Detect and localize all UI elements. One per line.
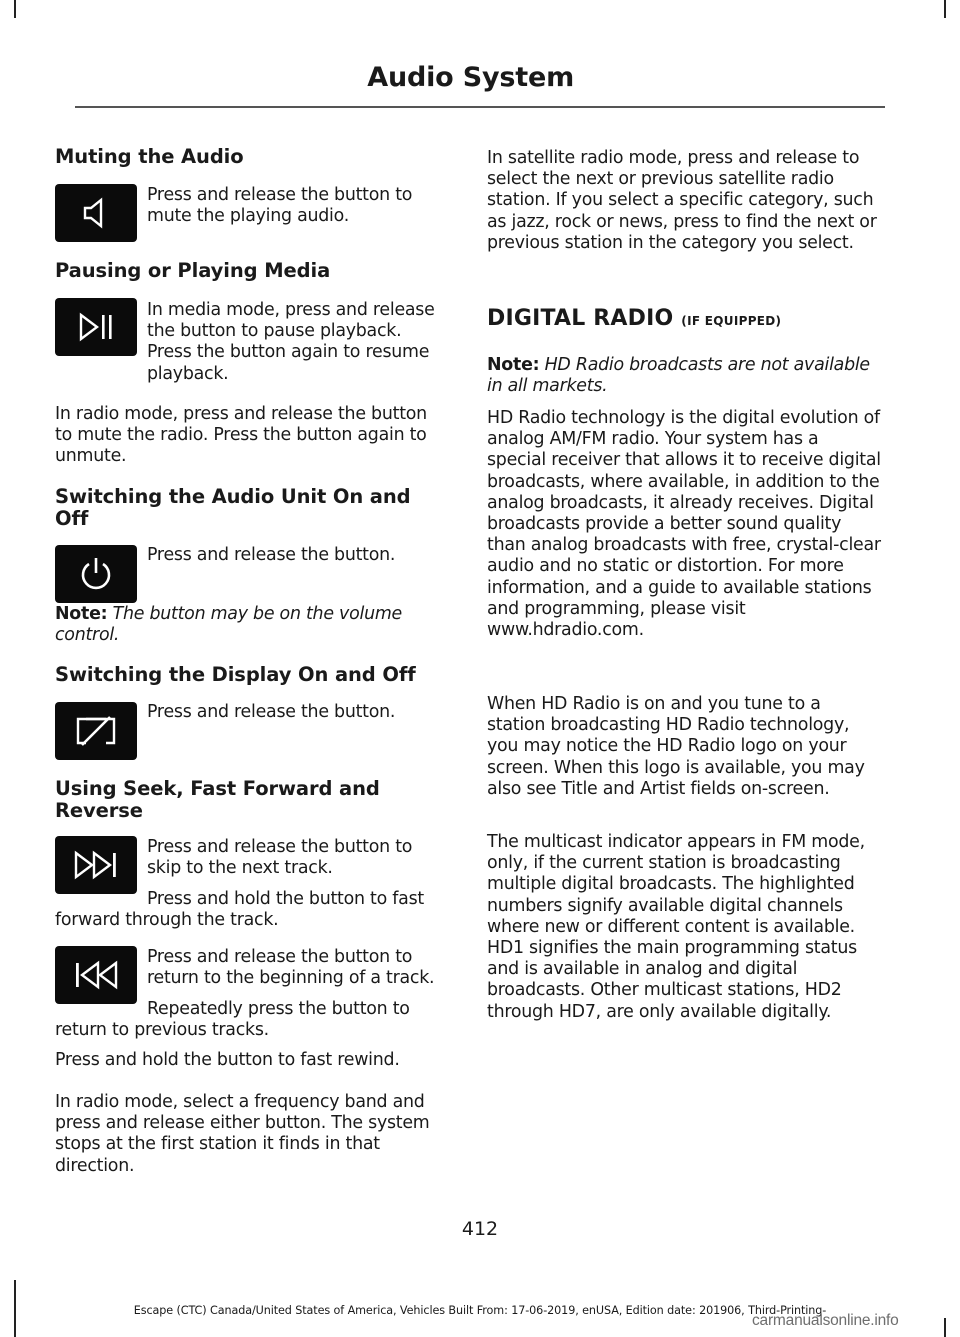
heading-digital-radio	[487, 306, 781, 331]
seek-previous-icon	[73, 960, 119, 990]
power-note-label: Note:	[55, 604, 108, 624]
seek-next-hold-text	[55, 889, 447, 931]
pausing-text	[147, 300, 447, 385]
footer-edition-info: Escape (CTC) Canada/United States of America, Vehicles Built From: 17-06-2019, enUSA, Edition date: 201906, Third-Printing-	[133, 1304, 827, 1317]
power-button-image	[55, 545, 137, 603]
seek-next-hold-content: Press and hold the button to fast forward through the track.	[55, 889, 424, 931]
power-note	[55, 604, 447, 646]
crop-mark-bottom-right	[944, 1318, 946, 1337]
digital-radio-paragraph-1: HD Radio technology is the digital evolution of analog AM/FM radio. Your system has a special receiver that allows it to receive digital broadcasts, where available, in addition to the analog broadcasts, it already receives. Digital broadcasts provide a better sound quality than analog broadcasts with free, crystal-clear audio and no static or distortion. For more information, and a guide to available stations and programming, please visit www.hdradio.com.	[487, 408, 881, 641]
digital-radio-note-label: Note:	[487, 355, 540, 375]
seek-prev-repeat-content: Repeatedly press the button to return to previous tracks.	[55, 999, 410, 1041]
crop-mark-top-right	[944, 0, 946, 18]
power-icon	[78, 556, 114, 592]
power-text: Press and release the button.	[147, 545, 396, 565]
page-title: Audio System	[367, 62, 574, 93]
satellite-text: In satellite radio mode, press and release to select the next or previous satellite radio station. If you select a specific category, such as jazz, rock or news, press to find the next or previous station in the category you select.	[487, 148, 877, 253]
seek-radio-text: In radio mode, select a frequency band and press and release either button. The system stops at the first station it finds in that direction.	[55, 1092, 430, 1176]
seek-next-icon	[73, 850, 119, 880]
display-text: Press and release the button.	[147, 702, 396, 722]
digital-radio-suffix: (IF EQUIPPED)	[681, 314, 782, 328]
heading-seek: Using Seek, Fast Forward and Reverse	[55, 777, 380, 822]
display-off-icon	[74, 716, 118, 746]
heading-muting: Muting the Audio	[55, 145, 244, 168]
watermark: carmanualsonline.info	[752, 1312, 899, 1329]
title-divider	[75, 106, 885, 108]
seek-rewind-text: Press and hold the button to fast rewind.	[55, 1050, 400, 1070]
crop-mark-top-left	[14, 0, 16, 18]
page-number: 412	[461, 1218, 499, 1240]
mute-button-image	[55, 184, 137, 242]
display-off-button-image	[55, 702, 137, 760]
heading-power: Switching the Audio Unit On and Off	[55, 485, 411, 530]
heading-pausing: Pausing or Playing Media	[55, 259, 331, 282]
seek-next-text: Press and release the button to skip to the next track.	[147, 837, 413, 879]
digital-radio-paragraph-2: When HD Radio is on and you tune to a station broadcasting HD Radio technology, you may notice the HD Radio logo on your screen. When this logo is available, you may also see Title and Artist fields on-screen.	[487, 694, 865, 799]
power-note-text: The button may be on the volume control.	[55, 604, 402, 646]
muting-text: Press and release the button to mute the playing audio.	[147, 185, 413, 227]
pausing-text-content: In media mode, press and release the button to pause playback. Press the button again to resume playback.	[147, 300, 435, 384]
heading-display: Switching the Display On and Off	[55, 663, 416, 686]
seek-prev-button-image	[55, 946, 137, 1004]
digital-radio-note	[487, 355, 882, 397]
digital-radio-title: DIGITAL RADIO	[487, 306, 674, 331]
seek-prev-text: Press and release the button to return to the beginning of a track.	[147, 947, 435, 989]
seek-prev-repeat-text	[55, 999, 447, 1041]
digital-radio-paragraph-3: The multicast indicator appears in FM mode, only, if the current station is broadcasting multiple digital broadcasts. The highlighted numbers signify available digital channels where new or different content is available. HD1 signifies the main programming status and is available in analog and digital broadcasts. Other multicast stations, HD2 through HD7, are only available digitally.	[487, 832, 865, 1022]
digital-radio-note-text: HD Radio broadcasts are not available in all markets.	[487, 355, 870, 397]
pausing-radio-text: In radio mode, press and release the button to mute the radio. Press the button again to unmute.	[55, 404, 427, 467]
seek-next-button-image	[55, 836, 137, 894]
mute-speaker-icon	[79, 196, 113, 230]
